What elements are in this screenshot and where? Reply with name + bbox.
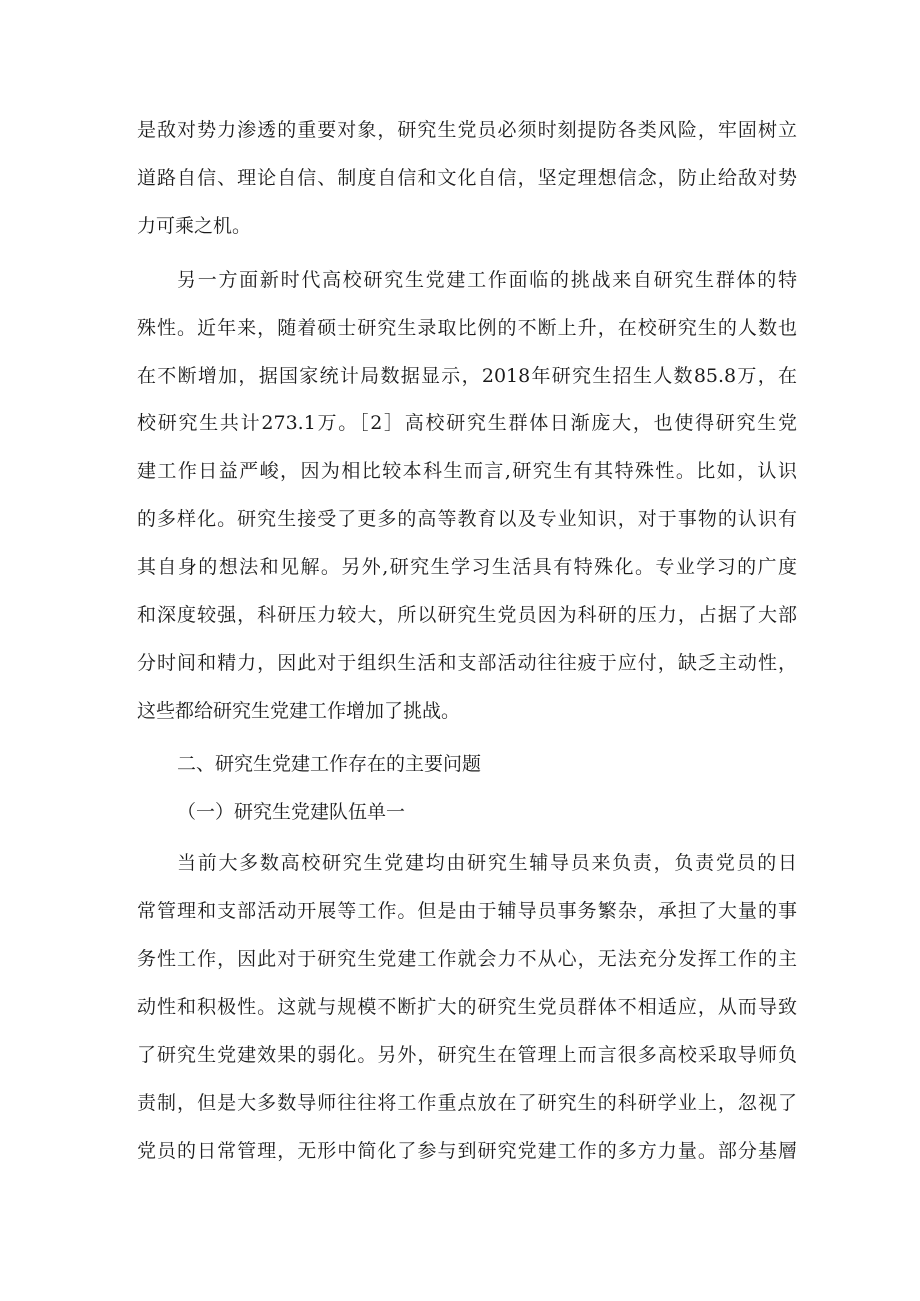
paragraph-line: 殊性。近年来，随着硕士研究生录取比例的不断上升，在校研究生的人数也 [137, 317, 797, 339]
paragraph-line: 责制，但是大多数导师往往将工作重点放在了研究生的科研学业上，忽视了 [137, 1092, 797, 1114]
paragraph-line: 其自身的想法和见解。另外,研究生学习生活具有特殊化。专业学习的广度 [137, 556, 797, 578]
paragraph-line: 务性工作，因此对于研究生党建工作就会力不从心，无法充分发挥工作的主 [137, 948, 797, 970]
paragraph-line: 另一方面新时代高校研究生党建工作面临的挑战来自研究生群体的特 [177, 269, 797, 291]
paragraph-line: 分时间和精力，因此对于组织生活和支部活动往往疲于应付，缺乏主动性， [137, 652, 797, 674]
paragraph-line: 动性和积极性。这就与规模不断扩大的研究生党员群体不相适应，从而导致 [137, 996, 797, 1018]
paragraph-line: 道路自信、理论自信、制度自信和文化自信，坚定理想信念，防止给敌对势 [137, 167, 797, 189]
paragraph-line: 当前大多数高校研究生党建均由研究生辅导员来负责，负责党员的日 [177, 852, 797, 874]
paragraph-line: 是敌对势力渗透的重要对象，研究生党员必须时刻提防各类风险，牢固树立 [137, 119, 797, 141]
paragraph-line: 了研究生党建效果的弱化。另外，研究生在管理上而言很多高校采取导师负 [137, 1044, 797, 1066]
paragraph-line: 党员的日常管理，无形中简化了参与到研究党建工作的多方力量。部分基層 [137, 1140, 797, 1162]
paragraph-line: 的多样化。研究生接受了更多的高等教育以及专业知识，对于事物的认识有 [137, 508, 797, 530]
paragraph-line: 常管理和支部活动开展等工作。但是由于辅导员事务繁杂，承担了大量的事 [137, 900, 797, 922]
paragraph-line: 这些都给研究生党建工作增加了挑战。 [137, 700, 461, 722]
subsection-heading: （一）研究生党建队伍单一 [177, 801, 406, 823]
paragraph-line: 建工作日益严峻，因为相比较本科生而言,研究生有其特殊性。比如，认识 [137, 460, 797, 482]
section-heading: 二、研究生党建工作存在的主要问题 [177, 753, 482, 775]
paragraph-line: 校研究生共计273.1万。［2］高校研究生群体日渐庞大，也使得研究生党 [137, 412, 797, 434]
paragraph-line: 在不断增加，据国家统计局数据显示，2018年研究生招生人数85.8万，在 [137, 365, 797, 387]
paragraph-line: 和深度较强，科研压力较大，所以研究生党员因为科研的压力，占据了大部 [137, 604, 797, 626]
paragraph-line: 力可乘之机。 [137, 215, 252, 237]
